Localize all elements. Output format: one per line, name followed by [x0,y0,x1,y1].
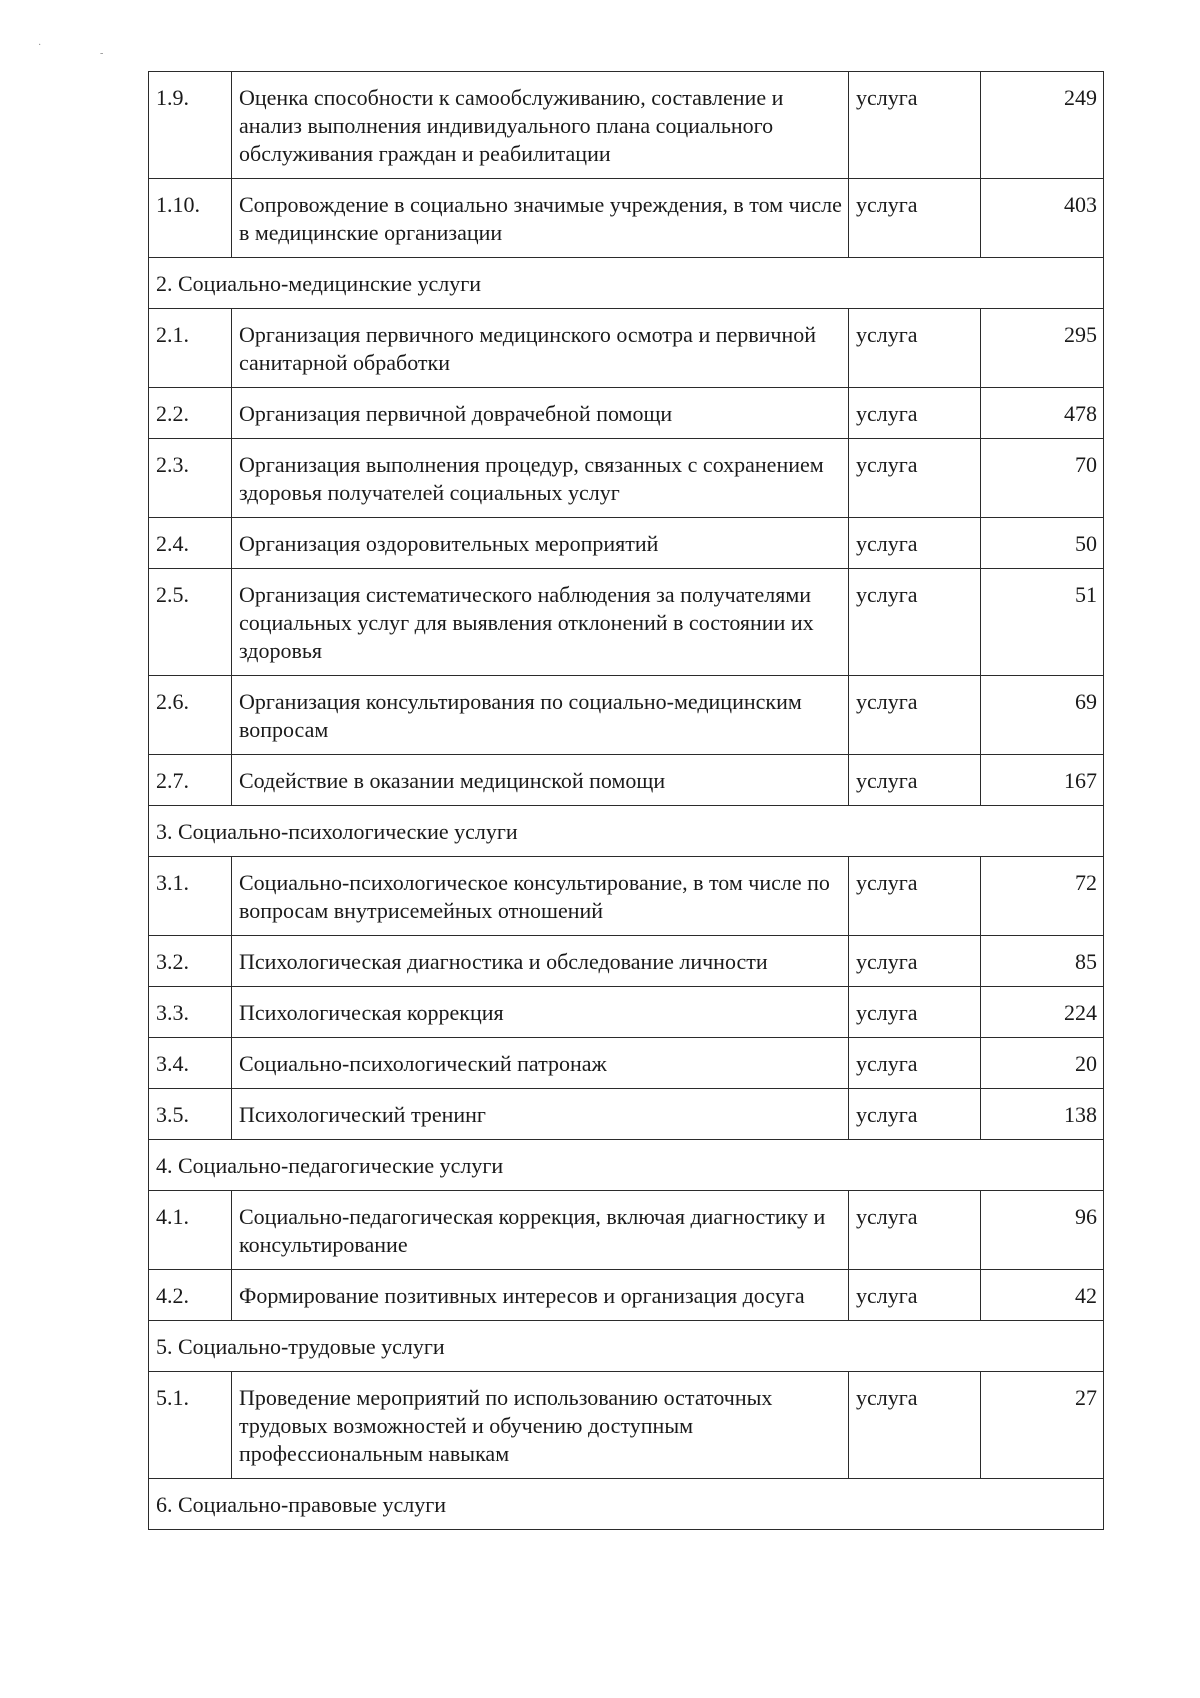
service-count: 295 [981,309,1104,388]
scan-speck: · [38,40,42,51]
item-number: 3.5. [149,1089,232,1140]
section-header-row [149,258,1104,309]
table-row [149,1372,1104,1479]
service-name: Содействие в оказании медицинской помощи [232,755,849,806]
item-number: 2.2. [149,388,232,439]
unit-of-measure: услуга [849,936,981,987]
table-row [149,569,1104,676]
service-name: Организация оздоровительных мероприятий [232,518,849,569]
table-row [149,179,1104,258]
table-row [149,1038,1104,1089]
service-name: Психологическая коррекция [232,987,849,1038]
item-number: 2.3. [149,439,232,518]
service-name: Организация консультирования по социально-медицинским вопросам [232,676,849,755]
service-name: Организация первичного медицинского осмотра и первичной санитарной обработки [232,309,849,388]
service-count: 478 [981,388,1104,439]
unit-of-measure: услуга [849,1270,981,1321]
unit-of-measure: услуга [849,569,981,676]
service-name: Социально-педагогическая коррекция, включая диагностику и консультирование [232,1191,849,1270]
table-row [149,857,1104,936]
unit-of-measure: услуга [849,1089,981,1140]
service-count: 249 [981,72,1104,179]
unit-of-measure: услуга [849,1038,981,1089]
section-title: 2. Социально-медицинские услуги [149,258,1104,309]
service-name: Организация первичной доврачебной помощи [232,388,849,439]
service-count: 27 [981,1372,1104,1479]
table-row [149,755,1104,806]
service-count: 403 [981,179,1104,258]
service-count: 138 [981,1089,1104,1140]
unit-of-measure: услуга [849,309,981,388]
table-row [149,439,1104,518]
unit-of-measure: услуга [849,857,981,936]
section-header-row [149,1140,1104,1191]
service-name: Проведение мероприятий по использованию остаточных трудовых возможностей и обучению доступным профессиональным навыкам [232,1372,849,1479]
services-table [148,71,1104,1530]
section-header-row [149,1479,1104,1530]
service-count: 85 [981,936,1104,987]
service-count: 96 [981,1191,1104,1270]
service-count: 167 [981,755,1104,806]
service-count: 42 [981,1270,1104,1321]
service-count: 20 [981,1038,1104,1089]
item-number: 4.2. [149,1270,232,1321]
scan-speck: - [100,48,104,59]
unit-of-measure: услуга [849,987,981,1038]
table-row [149,309,1104,388]
unit-of-measure: услуга [849,755,981,806]
service-count: 70 [981,439,1104,518]
item-number: 3.3. [149,987,232,1038]
item-number: 3.2. [149,936,232,987]
item-number: 2.5. [149,569,232,676]
service-name: Формирование позитивных интересов и организация досуга [232,1270,849,1321]
service-count: 72 [981,857,1104,936]
item-number: 2.6. [149,676,232,755]
service-name: Социально-психологическое консультирование, в том числе по вопросам внутрисемейных отношений [232,857,849,936]
service-name: Психологический тренинг [232,1089,849,1140]
section-header-row [149,1321,1104,1372]
table-row [149,388,1104,439]
service-count: 69 [981,676,1104,755]
item-number: 2.1. [149,309,232,388]
item-number: 3.1. [149,857,232,936]
service-name: Организация систематического наблюдения за получателями социальных услуг для выявления отклонений в состоянии их здоровья [232,569,849,676]
service-name: Социально-психологический патронаж [232,1038,849,1089]
table-row [149,1089,1104,1140]
service-name: Организация выполнения процедур, связанных с сохранением здоровья получателей социальных услуг [232,439,849,518]
table-row [149,676,1104,755]
service-name: Психологическая диагностика и обследование личности [232,936,849,987]
table-row [149,987,1104,1038]
service-count: 224 [981,987,1104,1038]
service-name: Сопровождение в социально значимые учреждения, в том числе в медицинские организации [232,179,849,258]
unit-of-measure: услуга [849,72,981,179]
service-count: 50 [981,518,1104,569]
unit-of-measure: услуга [849,1191,981,1270]
table-body [149,72,1104,1530]
table-row [149,1270,1104,1321]
item-number: 1.10. [149,179,232,258]
item-number: 3.4. [149,1038,232,1089]
table-row [149,936,1104,987]
unit-of-measure: услуга [849,439,981,518]
section-title: 3. Социально-психологические услуги [149,806,1104,857]
service-count: 51 [981,569,1104,676]
table-row [149,518,1104,569]
section-title: 5. Социально-трудовые услуги [149,1321,1104,1372]
item-number: 4.1. [149,1191,232,1270]
unit-of-measure: услуга [849,388,981,439]
section-title: 4. Социально-педагогические услуги [149,1140,1104,1191]
service-name: Оценка способности к самообслуживанию, составление и анализ выполнения индивидуального плана социального обслуживания граждан и реабилитации [232,72,849,179]
item-number: 5.1. [149,1372,232,1479]
item-number: 2.7. [149,755,232,806]
section-title: 6. Социально-правовые услуги [149,1479,1104,1530]
section-header-row [149,806,1104,857]
table-row [149,1191,1104,1270]
table-row [149,72,1104,179]
unit-of-measure: услуга [849,676,981,755]
item-number: 1.9. [149,72,232,179]
unit-of-measure: услуга [849,1372,981,1479]
item-number: 2.4. [149,518,232,569]
unit-of-measure: услуга [849,179,981,258]
unit-of-measure: услуга [849,518,981,569]
